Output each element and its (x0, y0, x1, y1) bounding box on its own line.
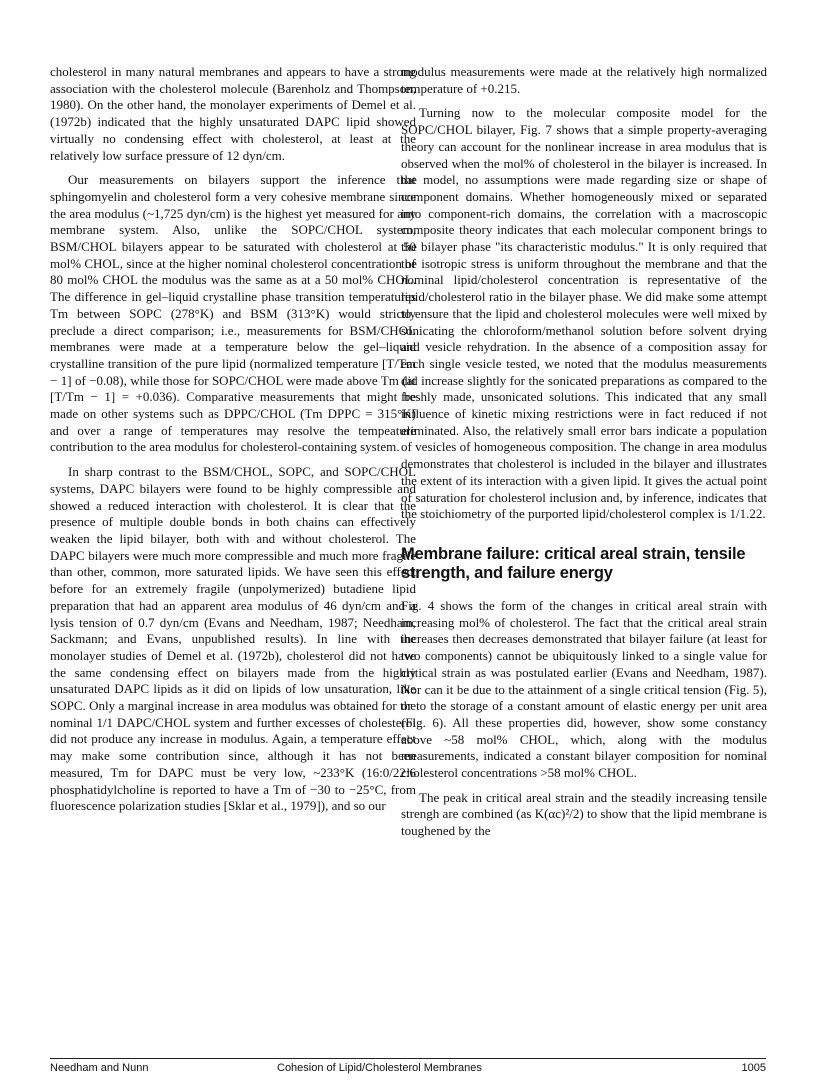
footer-authors: Needham and Nunn (50, 1062, 149, 1074)
paragraph-right-1: modulus measurements were made at the relatively high normalized temperature of +0.215. (401, 64, 767, 96)
footer-running-title: Cohesion of Lipid/Cholesterol Membranes (277, 1062, 482, 1074)
footer-rule (50, 1058, 766, 1059)
left-column (50, 64, 416, 815)
right-column (401, 64, 767, 840)
section-heading: Membrane failure: critical areal strain, tensile strength, and failure energy (401, 544, 746, 583)
footer-page-number: 1005 (741, 1062, 766, 1074)
paragraph-left-2: Our measurements on bilayers support the inference that sphingomyelin and cholesterol form a very cohesive membrane since the area modulus (~1,725 dyn/cm) is the highest yet measured for any membrane system. Also, unlike the SOPC/CHOL system, BSM/CHOL bilayers appear to be saturated with cholesterol at 50 mol% CHOL, since at the higher nominal cholesterol concentration of 80 mol% CHOL the modulus was the same as at a 50 mol% CHOL. The difference in gel–liquid crystalline phase transition temperatures Tm between SOPC (278°K) and BSM (313°K) would strictly preclude a direct comparison; i.e., measurements for BSM/CHOL membranes were made at a temperature below the gel–liquid crystalline transition of the pure lipid (normalized temperature [T/Tm − 1] of −0.08), while those for SOPC/CHOL were made above Tm (at [T/Tm − 1] = +0.036). Comparative measurements that might be made on other systems such as DPPC/CHOL (Tm DPPC = 315°K) and over a range of temperatures may resolve the tempeature contribution to the area modulus for cholesterol-containing system. (50, 172, 416, 455)
paragraph-right-2: Turning now to the molecular composite model for the SOPC/CHOL bilayer, Fig. 7 shows that a simple property-averaging theory can account for the nonlinear increase in area modulus that is observed when the mol% of cholesterol in the bilayer is increased. In the model, no assumptions were made regarding size or shape of component domains. Whether homogeneously mixed or separated into component-rich domains, the correlation with a macroscopic composite theory indicates that each molecular component brings to the bilayer phase "its characteristic modulus." It is only required that the isotropic stress is uniform throughout the membrane and that the nominal lipid/cholesterol concentration is representative of the lipid/cholesterol ratio in the bilayer phase. We did make some attempt to ensure that the lipid and cholesterol molecules were well mixed by sonicating the chloroform/methanol solution before solvent drying and vesicle rehydration. In the absence of a composition assay for each single vesicle tested, we noted that the modulus measurements did increase slightly for the sonicated preparations as compared to the freshly made, unsonicated solutions. This indicated that any small influence of kinetic mixing restrictions were in fact reduced if not eliminated. Also, the relatively small error bars indicate a population of vesicles of homogeneous composition. The change in area modulus demonstrates that cholesterol is included in the bilayer and illustrates the extent of its interaction with a given lipid. It gives the actual point of saturation for cholesterol inclusion and, by inference, indicates that the stoichiometry of the purported lipid/cholesterol complex is 1/1.22. (401, 105, 767, 522)
paragraph-left-3: In sharp contrast to the BSM/CHOL, SOPC, and SOPC/CHOL systems, DAPC bilayers were found to be highly compressible and showed a reduced interaction with cholesterol. It is clear that the presence of multiple double bonds in both chains can effectively weaken the lipid bilayer, both with and without cholesterol. The DAPC bilayers were much more compressible and much more fragile than other, common, more saturated lipids. We have seen this effect before for an extremely fragile (unpolymerized) butadiene lipid preparation that had an apparent area modulus of 46 dyn/cm and a lysis tension of 0.7 dyn/cm (Evans and Needham, 1987; Needham, Sackmann; and Evans, unpublished results). In line with the monolayer studies of Demel et al. (1972b), cholesterol did not have the same condensing effect on bilayers made from the highly unsaturated DAPC lipids as it did on lipids of low unsaturation, like SOPC. Only a marginal increase in area modulus was obtained for the nominal 1/1 DAPC/CHOL system and further excesses of cholesterol did not produce any increase in modulus. Again, a temperature effect may make some contribution since, although it has not been measured, Tm for DAPC must be very low, ~233°K (16:0/22:6 phosphatidylcholine is reported to have a Tm of −30 to −25°C, from fluorescence polarization studies [Sklar et al., 1979]), and so our (50, 464, 416, 814)
paragraph-left-1: cholesterol in many natural membranes and appears to have a strong association with the cholesterol molecule (Barenholz and Thompson, 1980). On the other hand, the monolayer experiments of Demel et al. (1972b) indicated that the highly unsaturated DAPC lipid showed virtually no condensing effect with cholesterol, at least at the relatively low surface pressure of 12 dyn/cm. (50, 64, 416, 163)
paragraph-right-4: The peak in critical areal strain and the steadily increasing tensile strengh are combined (as K(αc)²/2) to show that the lipid membrane is toughened by the (401, 789, 767, 839)
paragraph-right-3: Fig. 4 shows the form of the changes in critical areal strain with increasing mol% of cholesterol. The fact that the critical areal strain increases then decreases demonstrated that bilayer failure (at least for two components) cannot be ubiquitously linked to a single value for critical strain as was postulated earlier (Evans and Needham, 1987). Nor can it be due to the attainment of a single critical tension (Fig. 5), or to the storage of a constant amount of elastic energy per unit area (Fig. 6). All these properties did, however, show some constancy above ~58 mol% CHOL, which, along with the modulus measurements, indicated a constant bilayer composition for nominal cholesterol concentrations >58 mol% CHOL. (401, 597, 767, 781)
